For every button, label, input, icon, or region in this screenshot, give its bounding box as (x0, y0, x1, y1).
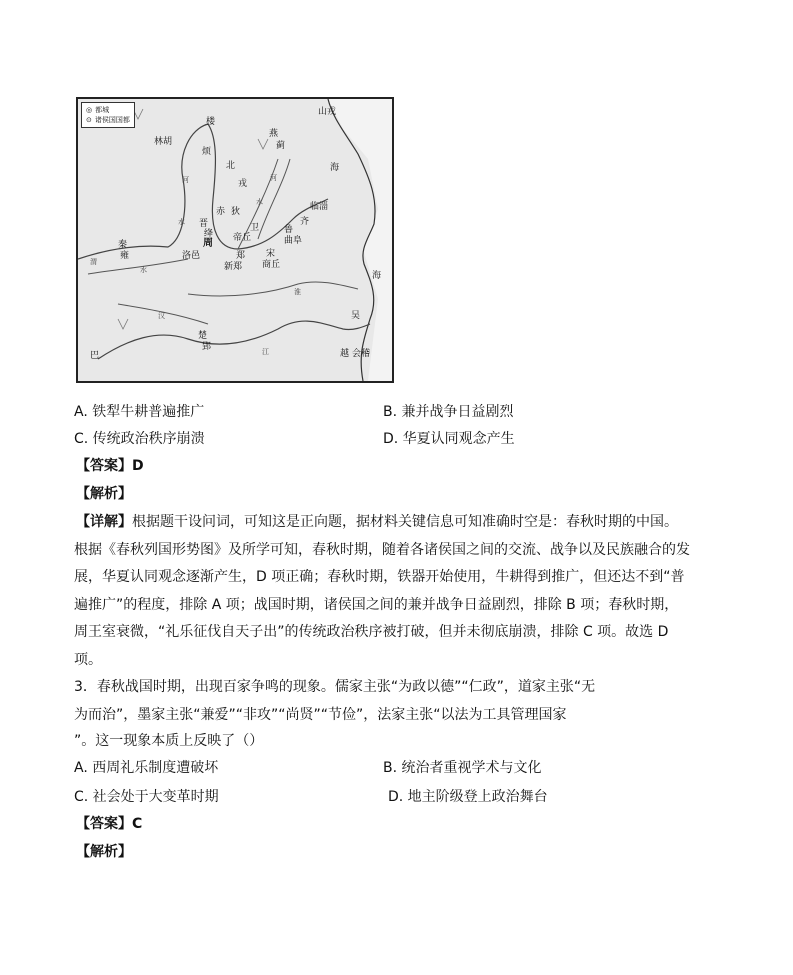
label-yong: 雍 (120, 251, 130, 261)
label-kuaiji: 会稽 (352, 349, 371, 359)
label-luoyi: 洛邑 (182, 251, 201, 261)
label-di-north: 戎 (238, 179, 248, 189)
q3-answer-label: 【答案】 (76, 816, 132, 832)
legend-capital: 都城 (95, 106, 110, 114)
label-river-jiang: 江 (262, 348, 269, 356)
label-yan: 燕 (269, 129, 279, 139)
label-lu: 鲁 (284, 225, 294, 235)
q2-analysis-label: 【解析】 (76, 486, 132, 502)
q2-detail-label: 【详解】 (76, 514, 132, 530)
label-xinzheng: 新郑 (224, 262, 243, 272)
label-qin: 秦 (118, 240, 128, 250)
q2-detail-line-5: 周王室衰微，“礼乐征伐自天子出”的传统政治秩序被打破，但并未彻底崩溃，排除 C 项。故选 D (74, 624, 669, 640)
label-shanrong: 山戎 (318, 107, 337, 117)
label-sea-1: 海 (330, 163, 340, 173)
q2-option-b: B. 兼并战争日益剧烈 (383, 404, 514, 420)
label-river-shui-3: 水 (256, 198, 263, 206)
q2-detail-line-6: 项。 (74, 652, 102, 668)
label-river-shui-2: 水 (140, 266, 147, 274)
label-diqiu: 帝丘 (233, 233, 252, 243)
label-chidi-1: 赤 (216, 207, 226, 217)
q3-stem-line-2: 为而治”，墨家主张“兼爱”“非攻”“尚贤”“节俭”，法家主张“以法为工具管理国家 (74, 707, 567, 723)
q3-option-c: C. 社会处于大变革时期 (74, 789, 219, 805)
label-ying: 郢 (202, 342, 212, 352)
label-river-huai: 淮 (294, 288, 301, 296)
label-zheng: 郑 (236, 251, 246, 261)
label-river-wei: 渭 (90, 258, 97, 266)
q2-option-d: D. 华夏认同观念产生 (383, 431, 515, 447)
q2-answer-label: 【答案】 (76, 458, 132, 474)
label-river-he-1: 河 (182, 176, 189, 184)
label-linhu: 林胡 (154, 137, 173, 147)
label-chidi-2: 狄 (231, 207, 241, 217)
q2-detail-line-2: 根据《春秋列国形势图》及所学可知，春秋时期，随着各诸侯国之间的交流、战争以及民族融合的发 (74, 542, 690, 558)
label-song: 宋 (266, 249, 276, 259)
q2-answer (76, 456, 144, 476)
capital-symbol-icon: ◎ (86, 106, 93, 114)
label-lou: 楼 (206, 117, 216, 127)
q3-option-a: A. 西周礼乐制度遭破坏 (74, 760, 219, 776)
q2-answer-value: D (132, 458, 144, 474)
label-wu: 吴 (351, 311, 361, 321)
q3-answer-value: C (132, 816, 143, 832)
q2-option-a: A. 铁犁牛耕普遍推广 (74, 404, 205, 420)
label-jin: 晋 (199, 219, 209, 229)
label-wei-state: 卫 (250, 223, 260, 233)
q3-analysis-label: 【解析】 (76, 844, 132, 860)
label-bei: 北 (226, 161, 236, 171)
legend-vassal-capital: 诸侯国国都 (94, 116, 130, 124)
label-sea-2: 海 (372, 271, 382, 281)
label-river-shui-1: 水 (178, 218, 185, 226)
q2-detail-text-1: 根据题干设问词，可知这是正向题，据材料关键信息可知准确时空是：春秋时期的中国。 (132, 514, 678, 530)
q2-detail-line-4: 遍推广”的程度，排除 A 项；战国时期，诸侯国之间的兼并战争日益剧烈，排除 B 项；春秋时期， (74, 597, 679, 613)
label-river-he-2: 河 (270, 174, 277, 182)
q2-detail-line-1 (76, 512, 678, 532)
label-qufu: 曲阜 (284, 236, 303, 246)
q3-answer (76, 814, 142, 834)
label-linzi: 临淄 (310, 202, 329, 212)
label-yue: 越 (340, 349, 350, 359)
label-chu: 楚 (198, 331, 208, 341)
map-legend (81, 102, 135, 128)
label-shangqiu: 商丘 (262, 260, 281, 270)
vassal-capital-symbol-icon: ⊙ (86, 116, 92, 124)
spring-autumn-states-map (76, 97, 394, 383)
label-zhou: 周 (203, 238, 213, 249)
q3-option-d: D. 地主阶级登上政治舞台 (388, 789, 548, 805)
q2-option-c: C. 传统政治秩序崩溃 (74, 431, 205, 447)
label-fan: 烦 (202, 147, 212, 157)
label-ba: 巴 (90, 351, 100, 361)
q3-stem-line-3: ”。这一现象本质上反映了（） (74, 733, 264, 749)
q2-detail-line-3: 展，华夏认同观念逐渐产生，D 项正确；春秋时期，铁器开始使用，牛耕得到推广，但还达不到“普 (74, 569, 685, 585)
label-river-han: 汉 (158, 312, 165, 320)
label-ji: 蓟 (276, 141, 286, 151)
q3-option-b: B. 统治者重视学术与文化 (383, 760, 542, 776)
label-jiang: 绛 (204, 229, 214, 239)
label-qi: 齐 (300, 217, 310, 227)
q3-stem-line-1: 3．春秋战国时期，出现百家争鸣的现象。儒家主张“为政以德”“仁政”，道家主张“无 (74, 679, 596, 695)
